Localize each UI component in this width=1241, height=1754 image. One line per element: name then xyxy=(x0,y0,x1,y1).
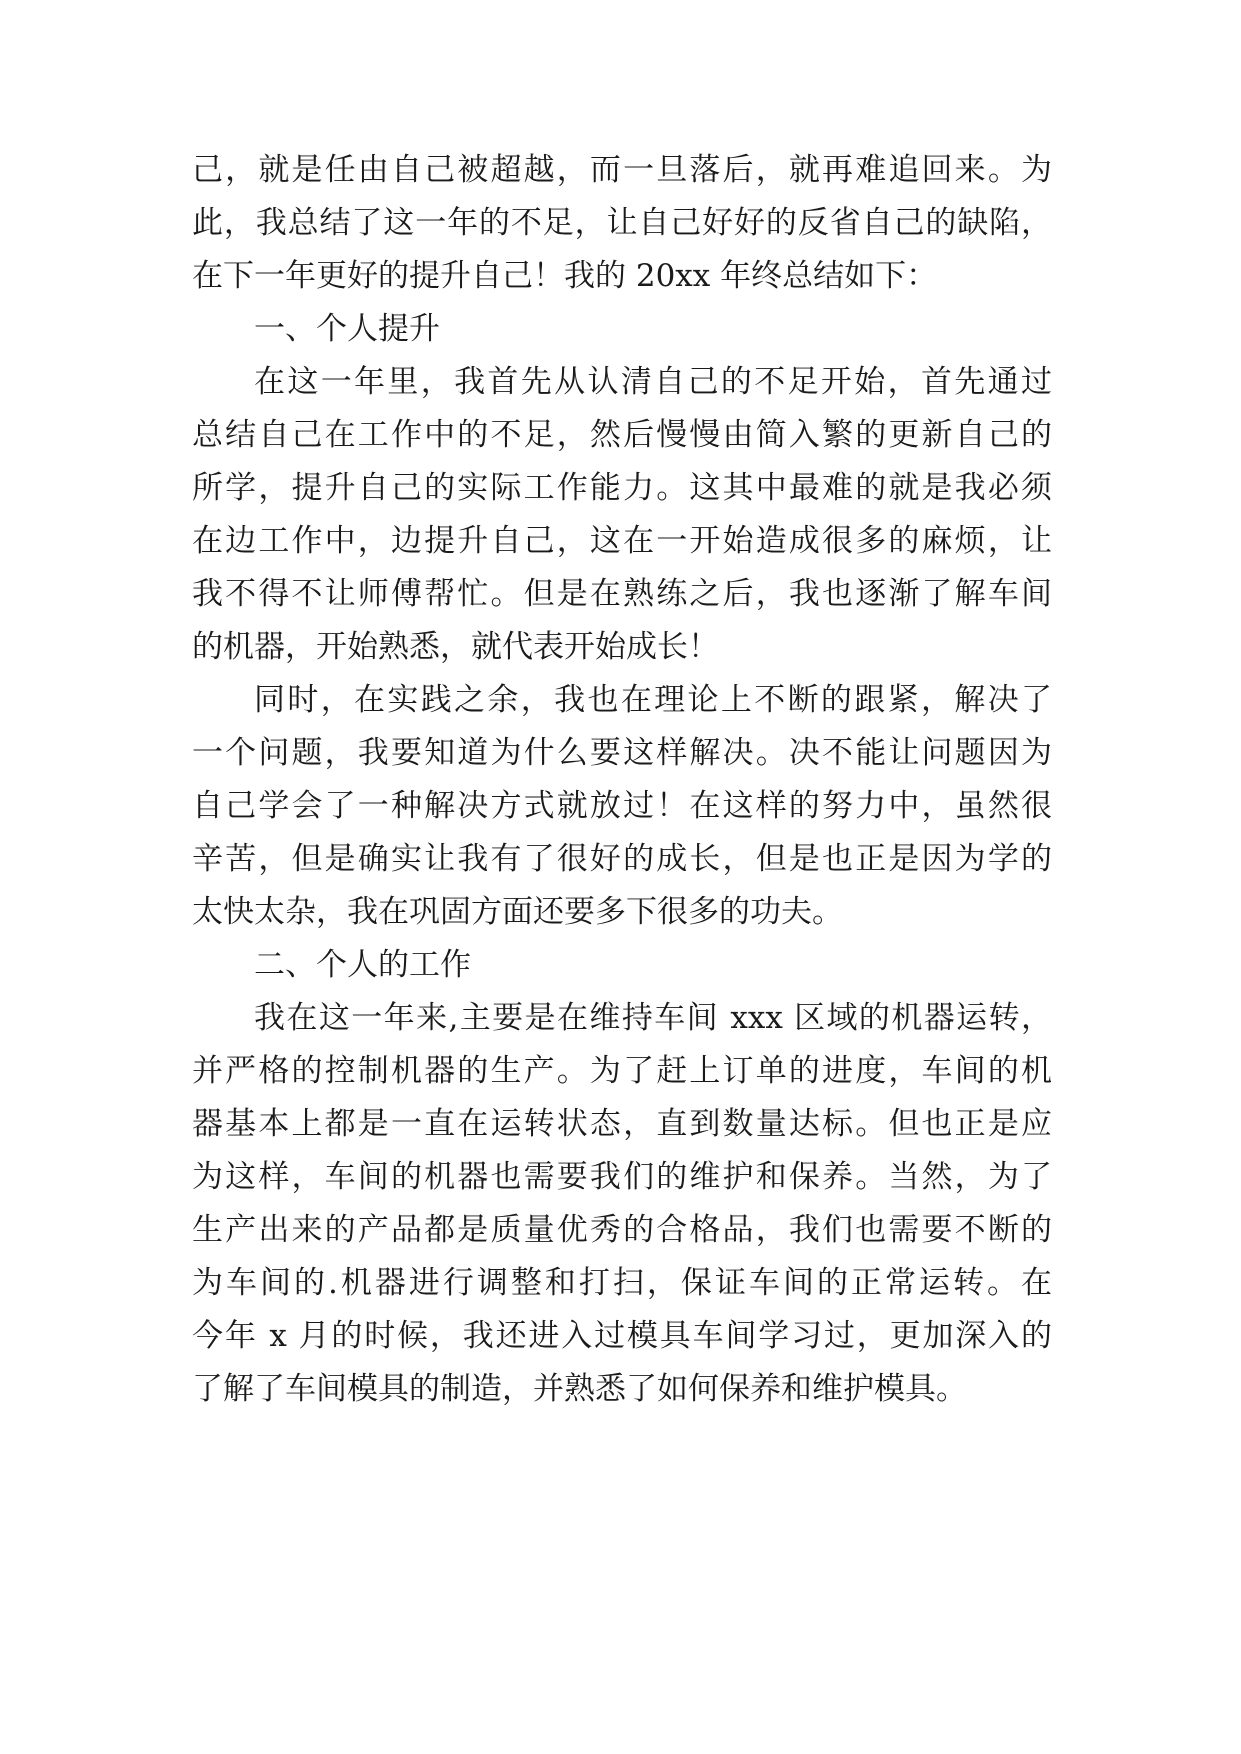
text-line: 我在这一年来,主要是在维持车间 xxx 区域的机器运转， xyxy=(254,1000,1052,1036)
text-line: 我不得不让师傅帮忙。但是在熟练之后，我也逐渐了解车间 xyxy=(192,576,1052,612)
text-line: 器基本上都是一直在运转状态，直到数量达标。但也正是应 xyxy=(192,1106,1052,1142)
text-line: 了解了车间模具的制造，并熟悉了如何保养和维护模具。 xyxy=(192,1371,967,1407)
text-line: 太快太杂，我在巩固方面还要多下很多的功夫。 xyxy=(192,894,843,930)
text-line: 为车间的.机器进行调整和打扫，保证车间的正常运转。在 xyxy=(192,1265,1052,1301)
text-line: 今年 x 月的时候，我还进入过模具车间学习过，更加深入的 xyxy=(192,1318,1052,1354)
text-line: 自己学会了一种解决方式就放过！在这样的努力中，虽然很 xyxy=(192,788,1052,824)
text-line: 的机器，开始熟悉，就代表开始成长！ xyxy=(192,629,719,665)
text-line: 所学，提升自己的实际工作能力。这其中最难的就是我必须 xyxy=(192,470,1052,506)
text-line: 同时，在实践之余，我也在理论上不断的跟紧，解决了 xyxy=(254,682,1052,718)
text-line: 并严格的控制机器的生产。为了赶上订单的进度，车间的机 xyxy=(192,1053,1052,1089)
text-line: 生产出来的产品都是质量优秀的合格品，我们也需要不断的 xyxy=(192,1212,1052,1248)
text-line: 在下一年更好的提升自己！我的 20xx 年终总结如下： xyxy=(192,258,938,294)
section-heading: 二、个人的工作 xyxy=(254,947,471,983)
text-line: 总结自己在工作中的不足，然后慢慢由简入繁的更新自己的 xyxy=(192,417,1052,453)
text-line: 辛苦，但是确实让我有了很好的成长，但是也正是因为学的 xyxy=(192,841,1052,877)
section-heading: 一、个人提升 xyxy=(254,311,440,347)
text-line: 己，就是任由自己被超越，而一旦落后，就再难追回来。为 xyxy=(192,152,1052,188)
text-line: 一个问题，我要知道为什么要这样解决。决不能让问题因为 xyxy=(192,735,1052,771)
text-line: 为这样，车间的机器也需要我们的维护和保养。当然，为了 xyxy=(192,1159,1052,1195)
text-line: 此，我总结了这一年的不足，让自己好好的反省自己的缺陷， xyxy=(192,205,1052,241)
text-line: 在这一年里，我首先从认清自己的不足开始，首先通过 xyxy=(254,364,1052,400)
text-line: 在边工作中，边提升自己，这在一开始造成很多的麻烦，让 xyxy=(192,523,1052,559)
